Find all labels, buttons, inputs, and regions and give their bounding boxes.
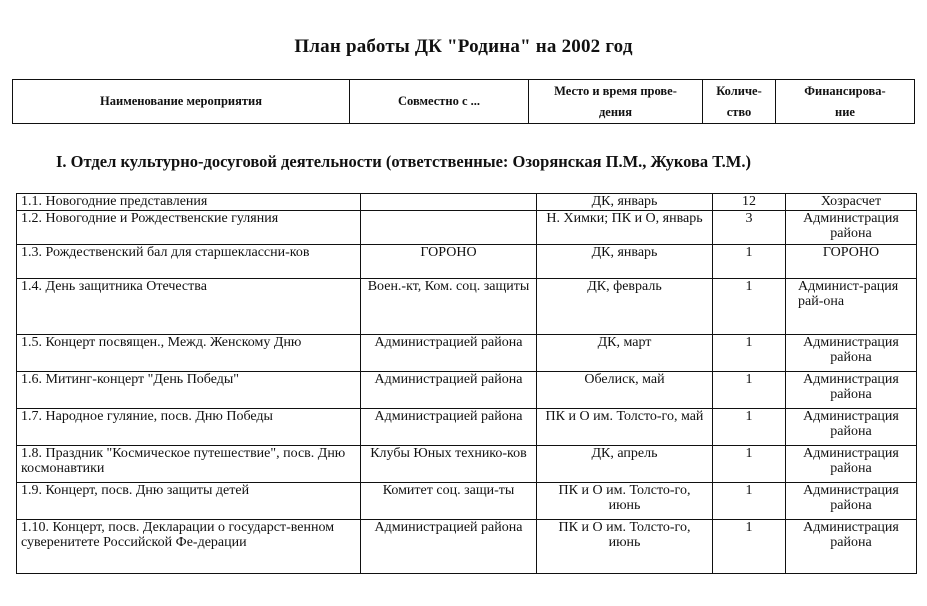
cell-qty: 1 [713,334,786,371]
table-row [17,334,917,371]
cell-fin: Администрация района [786,445,917,482]
cell-place: ПК и О им. Толсто-го, май [537,408,713,445]
table-row [17,210,917,244]
cell-name: 1.1. Новогодние представления [17,194,361,211]
cell-place: ДК, март [537,334,713,371]
cell-with: Воен.-кт, Ком. соц. защиты [361,278,537,334]
cell-name: 1.8. Праздник "Космическое путешествие", посв. Дню космонавтики [17,445,361,482]
cell-with: Администрацией района [361,408,537,445]
cell-place: ПК и О им. Толсто-го, июнь [537,482,713,519]
header-col-fin: Финансирова- ние [776,80,915,124]
cell-fin: Хозрасчет [786,194,917,211]
table-row [17,445,917,482]
cell-place: ДК, февраль [537,278,713,334]
cell-name: 1.6. Митинг-концерт "День Победы" [17,371,361,408]
cell-name: 1.7. Народное гуляние, посв. Дню Победы [17,408,361,445]
cell-qty: 3 [713,210,786,244]
header-col-with: Совместно с ... [350,80,529,124]
document-title: План работы ДК "Родина" на 2002 год [294,36,633,57]
cell-name: 1.4. День защитника Отечества [17,278,361,334]
cell-name: 1.5. Концерт посвящен., Межд. Женскому Дню [17,334,361,371]
cell-qty: 1 [713,244,786,278]
cell-place: ДК, январь [537,244,713,278]
cell-name: 1.9. Концерт, посв. Дню защиты детей [17,482,361,519]
table-row [17,519,917,573]
events-table [16,193,917,574]
cell-with: Администрацией района [361,371,537,408]
cell-qty: 12 [713,194,786,211]
cell-fin: Администрация района [786,408,917,445]
cell-place: Обелиск, май [537,371,713,408]
table-row [17,278,917,334]
table-row [17,244,917,278]
cell-place: ПК и О им. Толсто-го, июнь [537,519,713,573]
section-title: I. Отдел культурно-досуговой деятельности (ответственные: Озорянская П.М., Жукова Т.М.) [56,152,751,171]
cell-place: ДК, январь [537,194,713,211]
cell-fin: Администрация района [786,334,917,371]
cell-qty: 1 [713,408,786,445]
cell-fin: Админист-рация рай-она [786,278,917,334]
header-col-place: Место и время прове- дения [529,80,703,124]
cell-fin: Администрация района [786,519,917,573]
header-col-name: Наименование мероприятия [13,80,350,124]
cell-place: ДК, апрель [537,445,713,482]
header-col-qty: Количе- ство [703,80,776,124]
header-table [12,79,915,124]
cell-name: 1.3. Рождественский бал для старшеклассни-ков [17,244,361,278]
cell-with [361,210,537,244]
cell-fin: ГОРОНО [786,244,917,278]
cell-qty: 1 [713,519,786,573]
cell-qty: 1 [713,371,786,408]
cell-with: Администрацией района [361,334,537,371]
cell-fin: Администрация района [786,210,917,244]
cell-with: Комитет соц. защи-ты [361,482,537,519]
cell-qty: 1 [713,445,786,482]
cell-with: Клубы Юных технико-ков [361,445,537,482]
cell-with: Администрацией района [361,519,537,573]
table-row [17,371,917,408]
cell-qty: 1 [713,278,786,334]
cell-with: ГОРОНО [361,244,537,278]
cell-fin: Администрация района [786,482,917,519]
table-row [17,408,917,445]
cell-with [361,194,537,211]
cell-place: Н. Химки; ПК и О, январь [537,210,713,244]
table-row [17,194,917,211]
cell-fin: Администрация района [786,371,917,408]
cell-qty: 1 [713,482,786,519]
cell-name: 1.2. Новогодние и Рождественские гуляния [17,210,361,244]
cell-name: 1.10. Концерт, посв. Декларации о государст-венном суверенитете Российской Фе-дерации [17,519,361,573]
table-row [17,482,917,519]
